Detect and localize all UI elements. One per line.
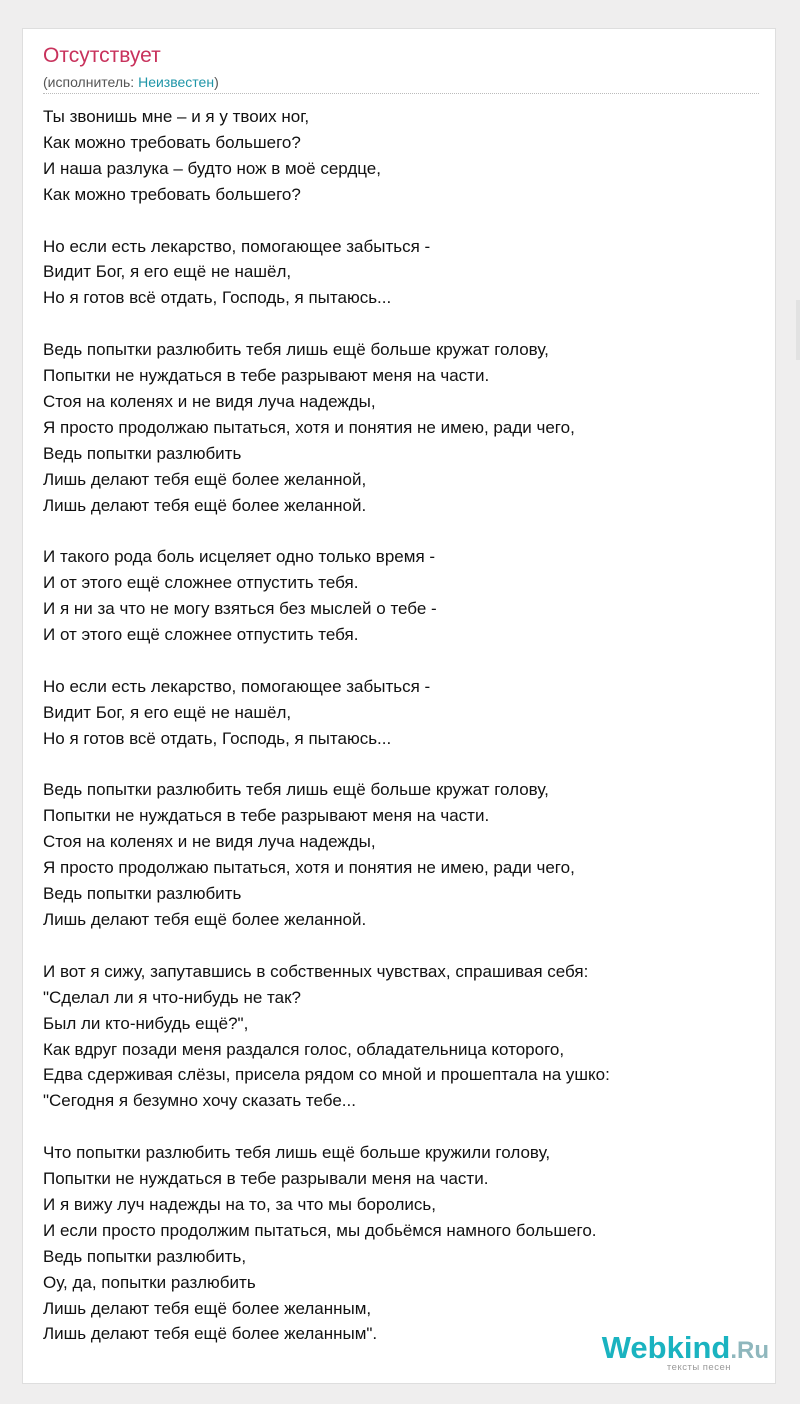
- lyrics-stanza: [43, 1140, 763, 1347]
- lyrics-line: Но я готов всё отдать, Господь, я пытаюсь...: [43, 728, 392, 748]
- lyrics-stanza: [43, 544, 763, 648]
- lyrics-text: [43, 104, 763, 1373]
- lyrics-line: "Сегодня я безумно хочу сказать тебе...: [43, 1091, 356, 1111]
- scrollbar-thumb[interactable]: [796, 300, 800, 360]
- logo-subtitle: тексты песен: [666, 1362, 731, 1373]
- logo-tld: .Ru: [730, 1337, 769, 1364]
- lyrics-line: Лишь делают тебя ещё более желанной.: [43, 495, 367, 515]
- lyrics-stanza: [43, 674, 763, 752]
- lyrics-line: Я просто продолжаю пытаться, хотя и понятия не имею, ради чего,: [43, 417, 575, 437]
- lyrics-line: Видит Бог, я его ещё не нашёл,: [43, 702, 292, 722]
- lyrics-line: И от этого ещё сложнее отпустить тебя.: [43, 625, 359, 645]
- title-divider: [43, 93, 759, 94]
- lyrics-line: Как можно требовать большего?: [43, 184, 301, 204]
- lyrics-line: Как можно требовать большего?: [43, 132, 301, 152]
- lyrics-line: И я вижу луч надежды на то, за что мы боролись,: [43, 1194, 436, 1214]
- song-title: Отсутствует: [43, 44, 161, 67]
- lyrics-line: Попытки не нуждаться в тебе разрывают меня на части.: [43, 806, 490, 826]
- lyrics-line: Как вдруг позади меня раздался голос, обладательница которого,: [43, 1039, 565, 1059]
- lyrics-line: Едва сдерживая слёзы, присела рядом со мной и прошептала на ушко:: [43, 1065, 610, 1085]
- artist-prefix: (исполнитель:: [43, 74, 139, 90]
- lyrics-line: Оу, да, попытки разлюбить: [43, 1272, 256, 1292]
- lyrics-line: Видит Бог, я его ещё не нашёл,: [43, 262, 292, 282]
- lyrics-stanza: [43, 234, 763, 312]
- lyrics-line: Но я готов всё отдать, Господь, я пытаюсь...: [43, 288, 392, 308]
- lyrics-line: "Сделал ли я что-нибудь не так?: [43, 987, 301, 1007]
- lyrics-line: Лишь делают тебя ещё более желанной,: [43, 469, 367, 489]
- lyrics-stanza: [43, 337, 763, 518]
- lyrics-line: Ведь попытки разлюбить тебя лишь ещё больше кружат голову,: [43, 340, 549, 360]
- lyrics-stanza: [43, 104, 763, 208]
- lyrics-line: Был ли кто-нибудь ещё?",: [43, 1013, 249, 1033]
- lyrics-line: Стоя на коленях и не видя луча надежды,: [43, 391, 376, 411]
- lyrics-line: Ты звонишь мне – и я у твоих ног,: [43, 107, 310, 126]
- lyrics-line: Попытки не нуждаться в тебе разрывают меня на части.: [43, 366, 490, 386]
- lyrics-line: Лишь делают тебя ещё более желанным".: [43, 1324, 378, 1344]
- webkind-logo[interactable]: [579, 1331, 769, 1375]
- lyrics-line: Я просто продолжаю пытаться, хотя и понятия не имею, ради чего,: [43, 858, 575, 878]
- logo-main-text: Webkind: [601, 1330, 731, 1365]
- artist-line: [43, 73, 219, 91]
- lyrics-line: Лишь делают тебя ещё более желанной.: [43, 910, 367, 930]
- lyrics-line: Ведь попытки разлюбить тебя лишь ещё больше кружат голову,: [43, 780, 549, 800]
- artist-link[interactable]: Неизвестен: [138, 74, 215, 90]
- lyrics-line: Стоя на коленях и не видя луча надежды,: [43, 832, 376, 852]
- lyrics-stanza: [43, 777, 763, 932]
- lyrics-line: И вот я сижу, запутавшись в собственных чувствах, спрашивая себя:: [43, 961, 589, 981]
- lyrics-line: И от этого ещё сложнее отпустить тебя.: [43, 573, 359, 593]
- lyrics-line: Лишь делают тебя ещё более желанным,: [43, 1298, 372, 1318]
- lyrics-line: Попытки не нуждаться в тебе разрывали меня на части.: [43, 1169, 489, 1189]
- artist-suffix: ): [214, 74, 219, 90]
- lyrics-line: И наша разлука – будто нож в моё сердце,: [43, 158, 381, 178]
- lyrics-stanza: [43, 959, 763, 1114]
- lyrics-line: Что попытки разлюбить тебя лишь ещё больше кружили голову,: [43, 1143, 551, 1163]
- lyrics-line: И такого рода боль исцеляет одно только время -: [43, 547, 436, 567]
- lyrics-line: Но если есть лекарство, помогающее забыться -: [43, 236, 431, 256]
- lyrics-line: Ведь попытки разлюбить,: [43, 1246, 247, 1266]
- lyrics-page: [22, 28, 776, 1384]
- lyrics-line: Ведь попытки разлюбить: [43, 443, 242, 463]
- lyrics-line: И если просто продолжим пытаться, мы добьёмся намного большего.: [43, 1220, 597, 1240]
- lyrics-line: И я ни за что не могу взяться без мыслей о тебе -: [43, 599, 437, 619]
- lyrics-line: Ведь попытки разлюбить: [43, 884, 242, 904]
- lyrics-line: Но если есть лекарство, помогающее забыться -: [43, 676, 431, 696]
